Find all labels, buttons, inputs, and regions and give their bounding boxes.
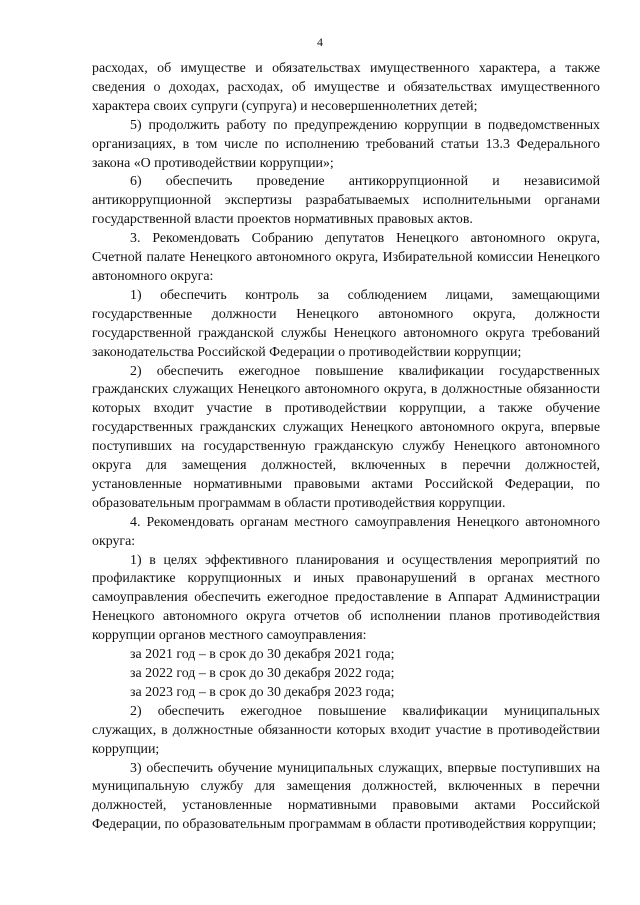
paragraph: 2) обеспечить ежегодное повышение квалификации муниципальных служащих, в должностные обязанности которых входит участие в противодействии коррупции; <box>92 703 600 757</box>
paragraph: 3. Рекомендовать Собранию депутатов Ненецкого автономного округа, Счетной палате Ненецкого автономного округа, Избирательной комиссии Ненецкого автономного округа: <box>92 231 600 284</box>
document-body <box>92 60 600 835</box>
paragraph: 5) продолжить работу по предупреждению коррупции в подведомственных организациях, в том числе по исполнению требований статьи 13.3 Федерального закона «О противодействии коррупции»; <box>92 117 600 171</box>
paragraph: 4. Рекомендовать органам местного самоуправления Ненецкого автономного округа: <box>92 514 600 549</box>
paragraph: 1) обеспечить контроль за соблюдением лицами, замещающими государственные должности Ненецкого автономного округа, должности государственной гражданской службы Ненецкого автономного округа требований законодательства Российской Федерации о противодействии коррупции; <box>92 287 600 360</box>
paragraph: 2) обеспечить ежегодное повышение квалификации государственных гражданских служащих Ненецкого автономного округа, в должностные обязанности которых входит участие в противодействии коррупции, а также обучение государственных гражданских служащих Ненецкого автономного округа, впервые поступивших на государственную гражданскую службу Ненецкого автономного округа для замещения должностей, включенных в перечни должностей, установленные нормативными правовыми актами Российской Федерации, по образовательным программам в области противодействия коррупции. <box>92 363 600 511</box>
deadline-line: за 2022 год – в срок до 30 декабря 2022 года; <box>130 666 395 681</box>
paragraph: расходах, об имуществе и обязательствах имущественного характера, а также сведения о доходах, расходах, об имуществе и обязательствах имущественного характера своих супруги (супруга) и несовершеннолетних детей; <box>92 61 600 114</box>
page-number: 4 <box>317 35 323 49</box>
deadline-line: за 2023 год – в срок до 30 декабря 2023 года; <box>130 684 395 700</box>
paragraph: 6) обеспечить проведение антикоррупционной и независимой антикоррупционной экспертизы разрабатываемых исполнительными органами государственной власти проектов нормативных правовых актов. <box>92 174 600 228</box>
paragraph: 3) обеспечить обучение муниципальных служащих, впервые поступивших на муниципальную службу для замещения должностей, включенных в перечни должностей, установленные нормативными правовыми актами Российской Федерации, по образовательным программам в области противодействия коррупции; <box>92 760 600 833</box>
paragraph: 1) в целях эффективного планирования и осуществления мероприятий по профилактике коррупционных и иных правонарушений в органах местного самоуправления обеспечить ежегодное предоставление в Аппарат Администрации Ненецкого автономного округа отчетов об исполнении планов противодействия коррупции органов местного самоуправления: <box>92 552 600 644</box>
deadline-line: за 2021 год – в срок до 30 декабря 2021 года; <box>130 647 395 663</box>
